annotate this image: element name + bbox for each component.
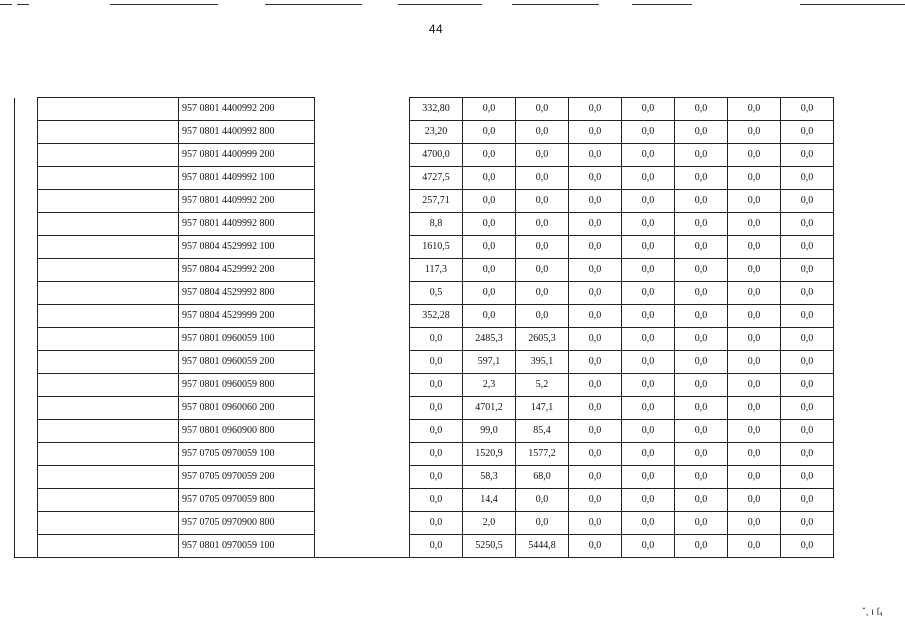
- amount-cell: 0,0: [516, 121, 569, 144]
- table-row: [15, 351, 834, 374]
- amount-cell: 0,0: [728, 213, 781, 236]
- amount-cell: 0,0: [622, 351, 675, 374]
- amount-cell: 0,0: [463, 259, 516, 282]
- stub-cell: [15, 190, 38, 213]
- budget-code-cell: 957 0801 0960060 200: [179, 397, 315, 420]
- table-row: [15, 397, 834, 420]
- empty-cell: [315, 213, 410, 236]
- table-row: [15, 443, 834, 466]
- name-cell: [38, 98, 179, 121]
- amount-cell: 5444,8: [516, 535, 569, 558]
- amount-cell: 0,0: [781, 305, 834, 328]
- amount-cell: 0,0: [728, 282, 781, 305]
- empty-cell: [315, 144, 410, 167]
- amount-cell: 0,0: [622, 167, 675, 190]
- amount-cell: 0,0: [781, 489, 834, 512]
- amount-cell: 0,0: [569, 144, 622, 167]
- amount-cell: 68,0: [516, 466, 569, 489]
- amount-cell: 0,0: [463, 144, 516, 167]
- empty-cell: [315, 443, 410, 466]
- name-cell: [38, 167, 179, 190]
- amount-cell: 0,0: [728, 305, 781, 328]
- budget-code-cell: 957 0801 4409992 100: [179, 167, 315, 190]
- amount-cell: 0,0: [728, 167, 781, 190]
- amount-cell: 0,0: [675, 259, 728, 282]
- empty-cell: [315, 236, 410, 259]
- amount-cell: 395,1: [516, 351, 569, 374]
- amount-cell: 0,0: [728, 259, 781, 282]
- amount-cell: 2485,3: [463, 328, 516, 351]
- amount-cell: 0,0: [781, 259, 834, 282]
- stub-cell: [15, 121, 38, 144]
- amount-cell: 0,0: [728, 397, 781, 420]
- amount-cell: 0,0: [516, 236, 569, 259]
- table-row: [15, 167, 834, 190]
- empty-cell: [315, 305, 410, 328]
- name-cell: [38, 328, 179, 351]
- name-cell: [38, 420, 179, 443]
- amount-cell: 0,0: [516, 98, 569, 121]
- amount-cell: 0,0: [569, 535, 622, 558]
- amount-cell: 5,2: [516, 374, 569, 397]
- amount-cell: 0,0: [675, 121, 728, 144]
- table-row: [15, 190, 834, 213]
- name-cell: [38, 443, 179, 466]
- name-cell: [38, 397, 179, 420]
- budget-code-cell: 957 0705 0970900 800: [179, 512, 315, 535]
- page-number: 44: [428, 22, 444, 36]
- budget-code-cell: 957 0801 0960059 800: [179, 374, 315, 397]
- amount-cell: 0,0: [569, 328, 622, 351]
- amount-cell: 0,0: [622, 282, 675, 305]
- amount-cell: 0,0: [675, 535, 728, 558]
- amount-cell: 0,0: [675, 190, 728, 213]
- amount-cell: 0,0: [675, 512, 728, 535]
- amount-cell: 0,0: [410, 374, 463, 397]
- stub-cell: [15, 374, 38, 397]
- amount-cell: 0,0: [410, 328, 463, 351]
- amount-cell: 0,0: [569, 259, 622, 282]
- amount-cell: 0,0: [781, 121, 834, 144]
- budget-code-cell: 957 0801 0970059 100: [179, 535, 315, 558]
- budget-code-cell: 957 0705 0970059 800: [179, 489, 315, 512]
- amount-cell: 0,0: [622, 512, 675, 535]
- amount-cell: 0,0: [516, 259, 569, 282]
- budget-code-cell: 957 0801 4400999 200: [179, 144, 315, 167]
- table-row: [15, 328, 834, 351]
- budget-code-cell: 957 0801 4409992 200: [179, 190, 315, 213]
- budget-code-cell: 957 0801 0960059 200: [179, 351, 315, 374]
- budget-code-cell: 957 0801 4400992 200: [179, 98, 315, 121]
- amount-cell: 0,0: [675, 351, 728, 374]
- amount-cell: 0,0: [728, 466, 781, 489]
- amount-cell: 0,0: [569, 466, 622, 489]
- name-cell: [38, 144, 179, 167]
- amount-cell: 0,0: [569, 420, 622, 443]
- stub-cell: [15, 259, 38, 282]
- amount-cell: 0,0: [781, 535, 834, 558]
- stub-cell: [15, 213, 38, 236]
- amount-cell: 0,0: [622, 466, 675, 489]
- amount-cell: 0,0: [781, 282, 834, 305]
- amount-cell: 0,0: [410, 397, 463, 420]
- empty-cell: [315, 167, 410, 190]
- table-row: [15, 282, 834, 305]
- stub-cell: [15, 535, 38, 558]
- amount-cell: 0,0: [675, 213, 728, 236]
- amount-cell: 23,20: [410, 121, 463, 144]
- amount-cell: 0,0: [569, 512, 622, 535]
- amount-cell: 1577,2: [516, 443, 569, 466]
- amount-cell: 0,0: [569, 374, 622, 397]
- empty-cell: [315, 374, 410, 397]
- amount-cell: 0,0: [516, 512, 569, 535]
- amount-cell: 0,0: [569, 121, 622, 144]
- amount-cell: 0,0: [516, 489, 569, 512]
- empty-cell: [315, 512, 410, 535]
- amount-cell: 0,0: [728, 144, 781, 167]
- stub-cell: [15, 397, 38, 420]
- amount-cell: 0,0: [781, 167, 834, 190]
- budget-code-cell: 957 0801 0960059 100: [179, 328, 315, 351]
- table-row: [15, 512, 834, 535]
- stub-cell: [15, 512, 38, 535]
- scan-marks: ˇ, ı ſ₄: [862, 607, 883, 618]
- amount-cell: 0,0: [728, 512, 781, 535]
- budget-table: [14, 97, 834, 558]
- amount-cell: 0,0: [728, 420, 781, 443]
- empty-cell: [315, 535, 410, 558]
- header-rules: [0, 0, 905, 8]
- empty-cell: [315, 259, 410, 282]
- empty-cell: [315, 328, 410, 351]
- empty-cell: [315, 121, 410, 144]
- name-cell: [38, 121, 179, 144]
- amount-cell: 0,0: [622, 121, 675, 144]
- amount-cell: 0,0: [781, 351, 834, 374]
- amount-cell: 0,0: [410, 466, 463, 489]
- amount-cell: 0,0: [516, 305, 569, 328]
- amount-cell: 4701,2: [463, 397, 516, 420]
- name-cell: [38, 535, 179, 558]
- amount-cell: 0,0: [728, 351, 781, 374]
- amount-cell: 0,0: [622, 305, 675, 328]
- stub-cell: [15, 466, 38, 489]
- amount-cell: 8,8: [410, 213, 463, 236]
- amount-cell: 0,0: [728, 489, 781, 512]
- name-cell: [38, 305, 179, 328]
- amount-cell: 117,3: [410, 259, 463, 282]
- amount-cell: 0,0: [728, 98, 781, 121]
- table-row: [15, 144, 834, 167]
- amount-cell: 0,0: [622, 236, 675, 259]
- amount-cell: 85,4: [516, 420, 569, 443]
- amount-cell: 0,0: [622, 328, 675, 351]
- amount-cell: 2,0: [463, 512, 516, 535]
- amount-cell: 0,0: [463, 282, 516, 305]
- amount-cell: 0,0: [622, 144, 675, 167]
- amount-cell: 1610,5: [410, 236, 463, 259]
- amount-cell: 0,0: [516, 144, 569, 167]
- name-cell: [38, 512, 179, 535]
- stub-cell: [15, 167, 38, 190]
- empty-cell: [315, 489, 410, 512]
- amount-cell: 0,0: [728, 328, 781, 351]
- budget-code-cell: 957 0804 4529992 200: [179, 259, 315, 282]
- amount-cell: 5250,5: [463, 535, 516, 558]
- table-row: [15, 213, 834, 236]
- amount-cell: 1520,9: [463, 443, 516, 466]
- amount-cell: 0,0: [463, 121, 516, 144]
- amount-cell: 0,0: [622, 535, 675, 558]
- table-row: [15, 236, 834, 259]
- amount-cell: 147,1: [516, 397, 569, 420]
- amount-cell: 0,0: [675, 328, 728, 351]
- amount-cell: 0,0: [675, 282, 728, 305]
- amount-cell: 0,0: [569, 167, 622, 190]
- amount-cell: 0,0: [410, 489, 463, 512]
- amount-cell: 2,3: [463, 374, 516, 397]
- amount-cell: 2605,3: [516, 328, 569, 351]
- amount-cell: 0,0: [781, 374, 834, 397]
- budget-code-cell: 957 0804 4529999 200: [179, 305, 315, 328]
- amount-cell: 14,4: [463, 489, 516, 512]
- amount-cell: 0,0: [675, 489, 728, 512]
- table-row: [15, 259, 834, 282]
- stub-cell: [15, 236, 38, 259]
- budget-code-cell: 957 0705 0970059 100: [179, 443, 315, 466]
- amount-cell: 0,0: [516, 213, 569, 236]
- budget-code-cell: 957 0801 4409992 800: [179, 213, 315, 236]
- amount-cell: 0,0: [675, 374, 728, 397]
- amount-cell: 0,0: [728, 535, 781, 558]
- amount-cell: 0,0: [622, 443, 675, 466]
- empty-cell: [315, 190, 410, 213]
- amount-cell: 0,0: [569, 443, 622, 466]
- name-cell: [38, 374, 179, 397]
- amount-cell: 0,0: [410, 535, 463, 558]
- amount-cell: 0,0: [463, 305, 516, 328]
- amount-cell: 0,0: [569, 98, 622, 121]
- amount-cell: 0,0: [622, 213, 675, 236]
- amount-cell: 0,0: [781, 98, 834, 121]
- table-row: [15, 121, 834, 144]
- amount-cell: 352,28: [410, 305, 463, 328]
- amount-cell: 0,0: [569, 282, 622, 305]
- amount-cell: 99,0: [463, 420, 516, 443]
- amount-cell: 0,0: [516, 282, 569, 305]
- amount-cell: 4727,5: [410, 167, 463, 190]
- empty-cell: [315, 282, 410, 305]
- amount-cell: 0,0: [622, 420, 675, 443]
- amount-cell: 332,80: [410, 98, 463, 121]
- budget-code-cell: 957 0801 0960900 800: [179, 420, 315, 443]
- name-cell: [38, 489, 179, 512]
- stub-cell: [15, 144, 38, 167]
- amount-cell: 0,0: [675, 167, 728, 190]
- amount-cell: 0,0: [569, 190, 622, 213]
- amount-cell: 0,0: [569, 351, 622, 374]
- amount-cell: 0,0: [675, 98, 728, 121]
- empty-cell: [315, 98, 410, 121]
- amount-cell: 0,0: [569, 236, 622, 259]
- stub-cell: [15, 420, 38, 443]
- table-row: [15, 374, 834, 397]
- amount-cell: 0,0: [781, 213, 834, 236]
- amount-cell: 0,0: [781, 420, 834, 443]
- amount-cell: 0,0: [675, 305, 728, 328]
- budget-code-cell: 957 0705 0970059 200: [179, 466, 315, 489]
- amount-cell: 0,0: [622, 397, 675, 420]
- budget-code-cell: 957 0801 4400992 800: [179, 121, 315, 144]
- name-cell: [38, 190, 179, 213]
- amount-cell: 0,0: [463, 213, 516, 236]
- amount-cell: 0,0: [781, 328, 834, 351]
- amount-cell: 0,0: [569, 489, 622, 512]
- amount-cell: 0,0: [781, 144, 834, 167]
- empty-cell: [315, 420, 410, 443]
- name-cell: [38, 236, 179, 259]
- amount-cell: 0,0: [728, 190, 781, 213]
- amount-cell: 0,0: [728, 374, 781, 397]
- stub-cell: [15, 443, 38, 466]
- amount-cell: 0,5: [410, 282, 463, 305]
- amount-cell: 0,0: [410, 420, 463, 443]
- amount-cell: 0,0: [781, 512, 834, 535]
- amount-cell: 0,0: [728, 443, 781, 466]
- amount-cell: 0,0: [781, 397, 834, 420]
- budget-code-cell: 957 0804 4529992 100: [179, 236, 315, 259]
- table-row: [15, 98, 834, 121]
- amount-cell: 4700,0: [410, 144, 463, 167]
- amount-cell: 0,0: [622, 98, 675, 121]
- empty-cell: [315, 466, 410, 489]
- amount-cell: 0,0: [569, 213, 622, 236]
- budget-code-cell: 957 0804 4529992 800: [179, 282, 315, 305]
- name-cell: [38, 213, 179, 236]
- name-cell: [38, 351, 179, 374]
- table-row: [15, 420, 834, 443]
- amount-cell: 597,1: [463, 351, 516, 374]
- amount-cell: 0,0: [728, 121, 781, 144]
- amount-cell: 0,0: [675, 397, 728, 420]
- amount-cell: 0,0: [569, 305, 622, 328]
- amount-cell: 0,0: [781, 443, 834, 466]
- amount-cell: 0,0: [463, 167, 516, 190]
- amount-cell: 0,0: [675, 420, 728, 443]
- amount-cell: 0,0: [463, 98, 516, 121]
- amount-cell: 0,0: [728, 236, 781, 259]
- amount-cell: 0,0: [516, 190, 569, 213]
- stub-cell: [15, 328, 38, 351]
- stub-cell: [15, 98, 38, 121]
- amount-cell: 0,0: [622, 374, 675, 397]
- table-row: [15, 466, 834, 489]
- amount-cell: 0,0: [622, 259, 675, 282]
- amount-cell: 0,0: [781, 466, 834, 489]
- name-cell: [38, 466, 179, 489]
- amount-cell: 0,0: [781, 190, 834, 213]
- amount-cell: 0,0: [410, 512, 463, 535]
- table-row: [15, 489, 834, 512]
- amount-cell: 0,0: [463, 236, 516, 259]
- amount-cell: 0,0: [675, 443, 728, 466]
- table-row: [15, 305, 834, 328]
- amount-cell: 0,0: [675, 466, 728, 489]
- amount-cell: 257,71: [410, 190, 463, 213]
- empty-cell: [315, 351, 410, 374]
- amount-cell: 0,0: [622, 489, 675, 512]
- amount-cell: 0,0: [516, 167, 569, 190]
- stub-cell: [15, 305, 38, 328]
- amount-cell: 0,0: [410, 443, 463, 466]
- amount-cell: 0,0: [675, 236, 728, 259]
- amount-cell: 0,0: [410, 351, 463, 374]
- empty-cell: [315, 397, 410, 420]
- amount-cell: 0,0: [569, 397, 622, 420]
- table-row: [15, 535, 834, 558]
- stub-cell: [15, 489, 38, 512]
- amount-cell: 0,0: [463, 190, 516, 213]
- amount-cell: 58,3: [463, 466, 516, 489]
- name-cell: [38, 282, 179, 305]
- name-cell: [38, 259, 179, 282]
- amount-cell: 0,0: [622, 190, 675, 213]
- amount-cell: 0,0: [781, 236, 834, 259]
- amount-cell: 0,0: [675, 144, 728, 167]
- stub-cell: [15, 282, 38, 305]
- stub-cell: [15, 351, 38, 374]
